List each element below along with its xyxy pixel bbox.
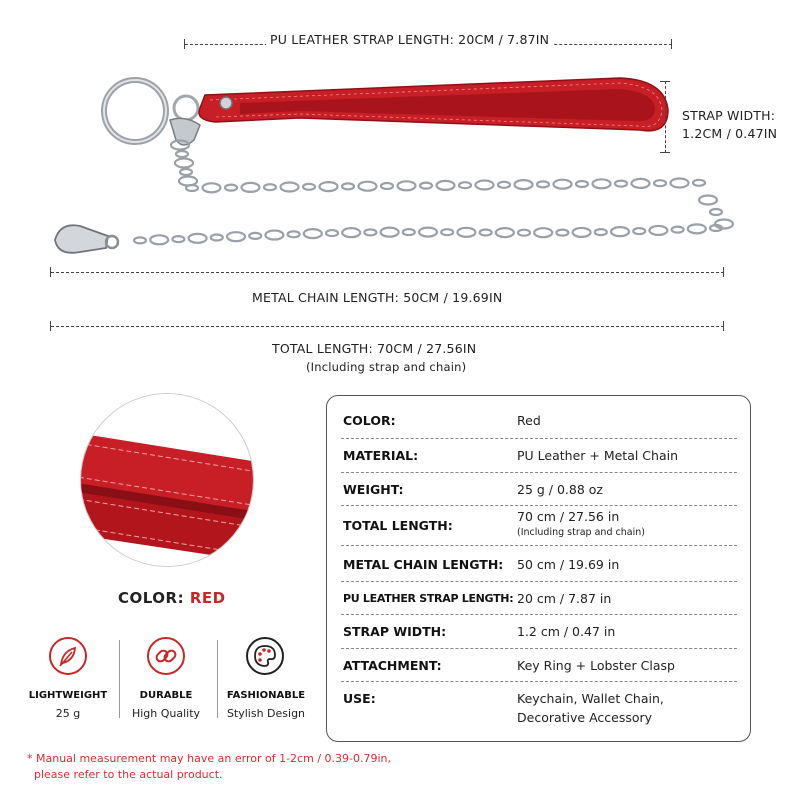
palette-icon — [246, 637, 284, 675]
feature-title-durable: DURABLE — [139, 690, 193, 701]
chain-link — [593, 179, 611, 188]
chain-link — [175, 159, 193, 168]
chain-link — [420, 183, 432, 189]
color-caption-value: RED — [189, 589, 226, 607]
chain-link — [457, 228, 475, 237]
metal-chain — [134, 141, 733, 245]
chain-link — [654, 180, 666, 186]
chain-link — [595, 229, 607, 235]
chain-link — [554, 180, 572, 189]
chain-link — [672, 227, 684, 233]
chain-link — [688, 224, 706, 233]
chain-link — [715, 220, 733, 229]
chain-link — [303, 184, 315, 190]
chain-link — [615, 181, 627, 187]
chain-length-label: METAL CHAIN LENGTH: 50CM / 19.69IN — [252, 290, 503, 305]
strap-closeup — [80, 393, 254, 567]
chain-link — [364, 229, 376, 235]
chain-link — [342, 183, 354, 189]
feature-title-fashionable: FASHIONABLE — [226, 690, 306, 701]
footnote-line-1: * Manual measurement may have an error of 1-2cm / 0.39-0.79in, — [27, 752, 391, 765]
chain-link — [288, 231, 300, 237]
chain-link — [498, 182, 510, 188]
total-length-line — [51, 326, 724, 327]
chain-link — [172, 236, 184, 242]
chain-link — [225, 185, 237, 191]
chain-link — [381, 183, 393, 189]
chain-link — [537, 181, 549, 187]
color-caption — [118, 589, 226, 607]
chain-length-line — [51, 272, 724, 273]
feature-sub-fashionable: Stylish Design — [226, 707, 306, 720]
feature-title-lightweight: LIGHTWEIGHT — [28, 690, 108, 701]
chain-link — [671, 179, 689, 188]
spec-row-weight: WEIGHT: 25 g / 0.88 oz — [341, 473, 737, 506]
chain-link — [150, 235, 168, 244]
chain-link — [304, 229, 322, 238]
chain-link — [281, 183, 299, 192]
color-caption-label: COLOR: — [118, 589, 185, 607]
chain-link — [265, 231, 283, 240]
chain-link — [134, 237, 146, 243]
strap-length-label: PU LEATHER STRAP LENGTH: 20CM / 7.87IN — [266, 32, 553, 47]
chain-link — [437, 181, 455, 190]
chain-link — [403, 229, 415, 235]
chain-link — [359, 182, 377, 191]
chain-link — [576, 181, 588, 187]
strap-width-label-2: 1.2CM / 0.47IN — [682, 126, 778, 141]
spec-row-color: COLOR: Red — [341, 406, 737, 439]
chain-link — [573, 228, 591, 237]
chain-link — [459, 182, 471, 188]
chain-link — [242, 183, 260, 192]
chain-link — [649, 226, 667, 235]
chain-link — [476, 181, 494, 190]
footnote-line-2: please refer to the actual product. — [34, 768, 223, 781]
chain-link — [189, 234, 207, 243]
feather-icon — [49, 637, 87, 675]
chain-link — [211, 235, 223, 241]
chain-link — [699, 196, 717, 205]
chain-link — [693, 180, 705, 186]
chain-link — [180, 169, 192, 175]
spec-row-chain-length: METAL CHAIN LENGTH: 50 cm / 19.69 in — [341, 546, 737, 582]
chain-link — [419, 228, 437, 237]
feature-sub-durable: High Quality — [131, 707, 201, 720]
feature-sub-lightweight: 25 g — [55, 707, 81, 720]
total-length-label: TOTAL LENGTH: 70CM / 27.56IN — [272, 341, 477, 356]
chain-link — [632, 179, 650, 188]
chain-link — [342, 228, 360, 237]
chain-link — [264, 184, 276, 190]
total-length-note: (Including strap and chain) — [306, 360, 467, 374]
chain-link — [326, 230, 338, 236]
chain-link — [534, 228, 552, 237]
chain-link — [320, 182, 338, 191]
chain-link — [633, 228, 645, 234]
spec-row-attachment: ATTACHMENT: Key Ring + Lobster Clasp — [341, 649, 737, 682]
chain-link — [496, 228, 514, 237]
spec-table — [326, 395, 751, 742]
chain-link — [398, 181, 416, 190]
chain-link — [249, 233, 261, 239]
lobster-clasp — [55, 225, 108, 253]
spec-row-strap-length: PU LEATHER STRAP LENGTH: 20 cm / 7.87 in — [341, 582, 737, 615]
chain-link-icon — [147, 637, 185, 675]
chain-link — [518, 230, 530, 236]
chain-link — [186, 185, 198, 191]
chain-link — [556, 230, 568, 236]
chain-link — [203, 183, 221, 192]
chain-link — [381, 228, 399, 237]
chain-link — [227, 232, 245, 241]
chain-link — [515, 180, 533, 189]
spec-row-use: USE: Keychain, Wallet Chain, Decorative Accessory — [343, 691, 664, 725]
strap-width-label-1: STRAP WIDTH: — [682, 108, 776, 123]
chain-link — [441, 229, 453, 235]
spec-row-strap-width: STRAP WIDTH: 1.2 cm / 0.47 in — [341, 615, 737, 649]
chain-link — [176, 151, 188, 157]
chain-link — [710, 209, 722, 215]
spec-row-material: MATERIAL: PU Leather + Metal Chain — [341, 439, 737, 473]
strap-width-line — [665, 81, 666, 153]
chain-link — [611, 227, 629, 236]
chain-link — [480, 229, 492, 235]
rivet — [220, 97, 232, 109]
spec-row-total-length: TOTAL LENGTH: 70 cm / 27.56 in (Including strap and chain) — [341, 506, 737, 546]
